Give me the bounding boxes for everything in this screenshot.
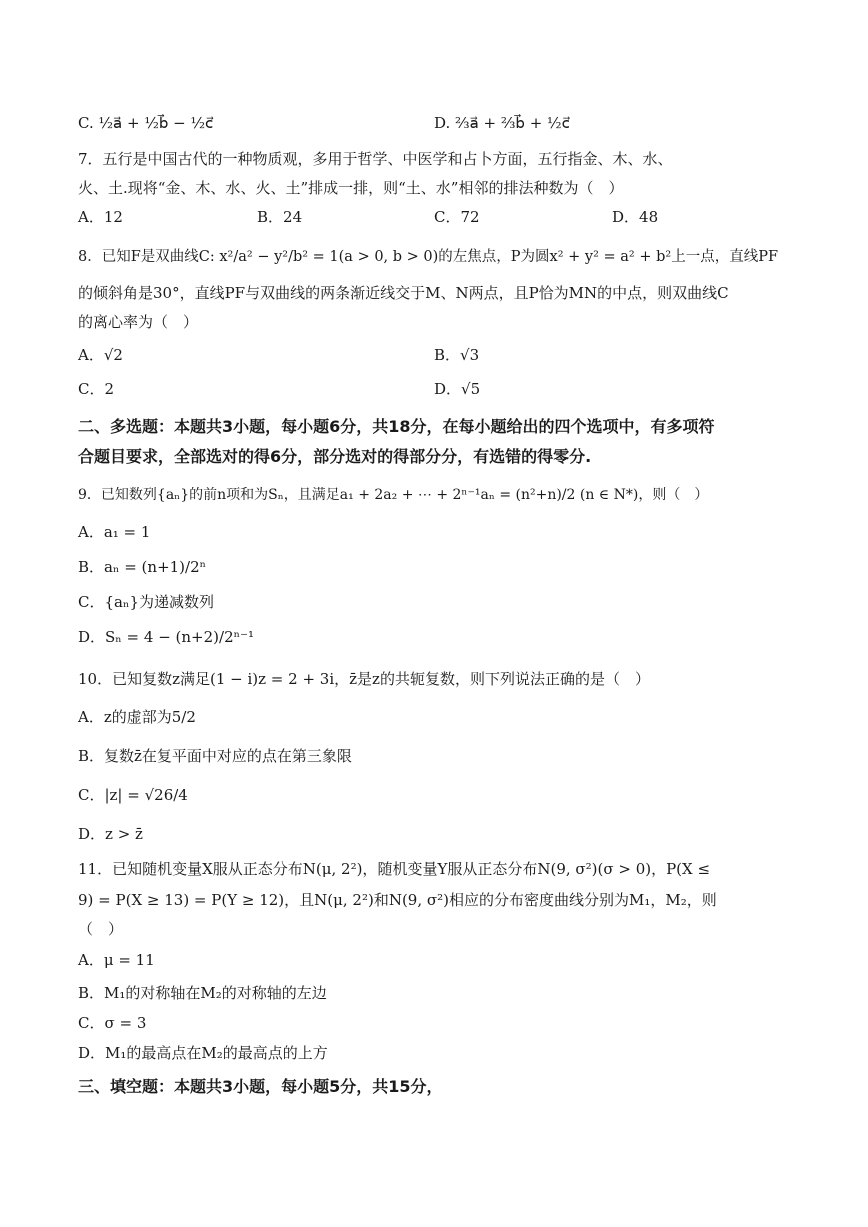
- q7-line2: 火、土.现将“金、木、水、火、土”排成一排，则“土、水”相邻的排法种数为（ ）: [78, 179, 624, 197]
- section3-heading: 三、填空题：本题共3小题，每小题5分，共15分，: [78, 1077, 443, 1096]
- q10-option-b: B．复数z̄在复平面中对应的点在第三象限: [78, 747, 352, 765]
- q11-line2: 9) = P(X ≥ 13) = P(Y ≥ 12)，且N(μ, 2²)和N(9, σ²)相应的分布密度曲线分别为M₁，M₂，则: [78, 891, 717, 909]
- section2-heading-line1: 二、多选题：本题共3小题，每小题6分，共18分，在每小题给出的四个选项中，有多项符: [78, 417, 715, 436]
- section2-heading-line2: 合题目要求，全部选对的得6分，部分选对的得部分分，有选错的得零分.: [78, 447, 592, 466]
- q9-option-a: A．a₁ = 1: [78, 523, 151, 541]
- option-c-top: C. ½a⃗ + ½b⃗ − ½c⃗: [78, 114, 214, 132]
- q8-line2: 的倾斜角是30°，直线PF与双曲线的两条渐近线交于M、N两点，且P恰为MN的中点，则双曲线C: [78, 284, 729, 302]
- q10-option-c: C．|z| = √26/4: [78, 786, 188, 804]
- q11-option-d: D．M₁的最高点在M₂的最高点的上方: [78, 1044, 328, 1062]
- q10-option-d: D．z > z̄: [78, 825, 143, 843]
- q10-option-a: A．z的虚部为5/2: [78, 708, 196, 726]
- q11-line3: （ ）: [78, 920, 124, 938]
- q8-option-d: D．√5: [434, 380, 481, 398]
- q11-line1: 11．已知随机变量X服从正态分布N(μ, 2²)，随机变量Y服从正态分布N(9, σ²)(σ > 0)，P(X ≤: [78, 860, 711, 878]
- q10-stem: 10．已知复数z满足(1 − i)z = 2 + 3i，z̄是z的共轭复数，则下列说法正确的是（ ）: [78, 670, 650, 688]
- q7-option-c: C．72: [434, 208, 480, 226]
- option-d-top: D. ⅔a⃗ + ⅔b⃗ + ½c⃗: [434, 114, 570, 132]
- q8-line3: 的离心率为（ ）: [78, 313, 199, 331]
- q11-option-a: A．μ = 11: [78, 951, 155, 969]
- q8-line1: 8．已知F是双曲线C: x²/a² − y²/b² = 1(a > 0, b > 0)的左焦点，P为圆x² + y² = a² + b²上一点，直线PF: [78, 249, 779, 265]
- q7-line1: 7．五行是中国古代的一种物质观，多用于哲学、中医学和占卜方面，五行指金、木、水、: [78, 150, 673, 168]
- q7-option-a: A．12: [78, 208, 123, 226]
- q9-option-d: D．Sₙ = 4 − (n+2)/2ⁿ⁻¹: [78, 628, 255, 646]
- q11-option-c: C．σ = 3: [78, 1014, 147, 1032]
- q8-option-a: A．√2: [78, 346, 123, 364]
- q7-option-d: D．48: [612, 208, 659, 226]
- q8-option-c: C．2: [78, 380, 115, 398]
- q9-stem: 9．已知数列{aₙ}的前n项和为Sₙ，且满足a₁ + 2a₂ + ⋯ + 2ⁿ⁻¹aₙ = (n²+n)/2 (n ∈ N*)，则（ ）: [78, 487, 709, 503]
- q11-option-b: B．M₁的对称轴在M₂的对称轴的左边: [78, 984, 327, 1002]
- q8-option-b: B．√3: [434, 346, 480, 364]
- q7-option-b: B．24: [257, 208, 303, 226]
- q9-option-b: B．aₙ = (n+1)/2ⁿ: [78, 558, 207, 576]
- q9-option-c: C．{aₙ}为递减数列: [78, 593, 214, 611]
